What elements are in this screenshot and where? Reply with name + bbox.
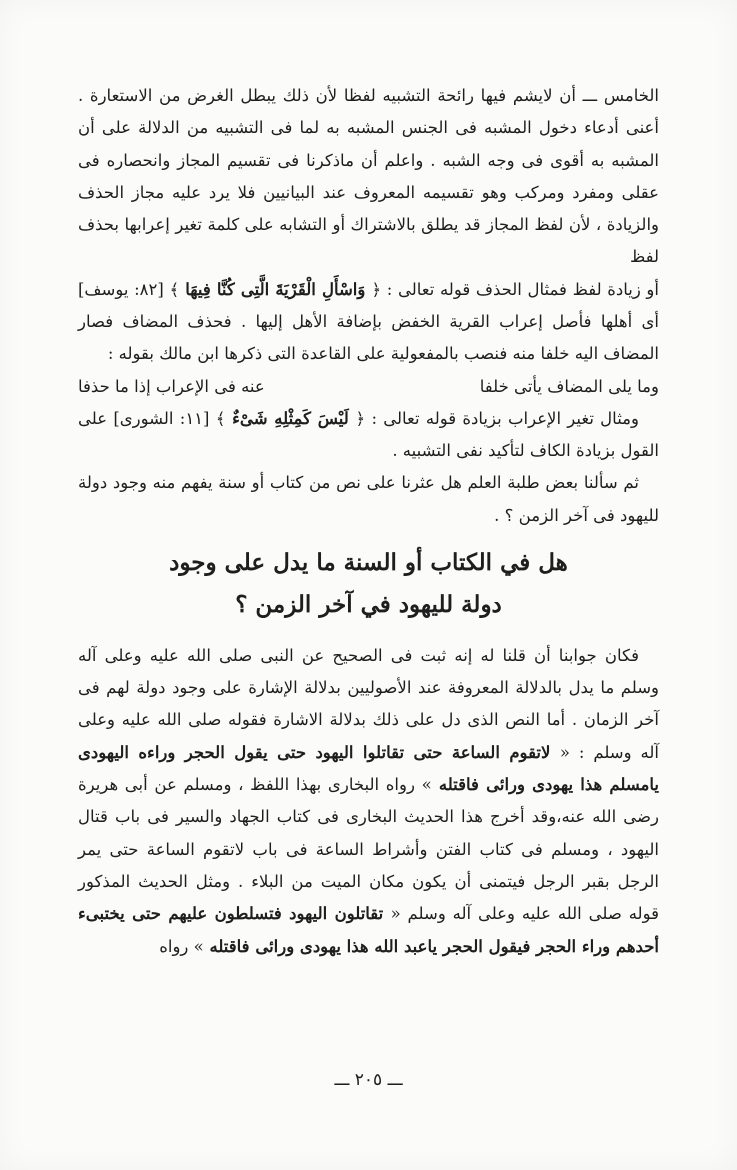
paragraph-metaphor: الخامس ـــ أن لايشم فيها رائحة التشبيه لفظا لأن ذلك يبطل الغرض من الاستعارة . أعنى أدعاء دخول المشبه فى الجنس المشبه به لما فى التشبيه من الدلالة على أن المشبه به أقوى فى وجه الشبه . واعلم أن ماذكرنا فى تقسيم المجاز وانحصاره فى عقلى ومفرد ومركب وهو تقسيمه المعروف عند البيانيين فلا يرد عليه مجاز الحذف والزيادة ، لأن لفظ المجاز قد يطلق بالاشتراك أو التشابه على كلمة تغير إعرابها بحذف لفظ	[78, 86, 659, 267]
poem-hemistich-right: وما يلى المضاف يأتى خلفا	[479, 376, 659, 396]
poem-line	[78, 371, 659, 403]
text-segment: » رواه البخارى بهذا اللفظ ، ومسلم عن أبى هريرة رضى الله عنه،وقد أخرج هذا الحديث البخارى فى كتاب الجهاد والسير فى باب قتال اليهود ، ومسلم فى كتاب الفتن وأشراط الساعة فى باب لاتقوم الساعة حتى يمر الرجل بقبر الرجل فيتمنى أن يكون مكان الميت من البلاء . ومثل الحديث المذكور قوله صلى الله عليه وعلى آله وسلم «	[78, 775, 659, 924]
text-segment: ومثال تغير الإعراب بزيادة قوله تعالى : ﴿	[355, 408, 639, 428]
paragraph-answer	[78, 640, 659, 963]
text-segment: ﴾ [٨٢: يوسف] أى أهلها فأصل إعراب القرية الخفض بإضافة الأهل إليها . فحذف المضاف فصار المضاف اليه خلفا منه فنصب بالمفعولية على القاعدة التى ذكرها ابن مالك بقوله :	[78, 279, 659, 364]
page-number: ـــ ٢٠٥ ـــ	[334, 1070, 403, 1090]
poem-hemistich-left: عنه فى الإعراب إذا ما حذفا	[78, 376, 265, 396]
page-content	[78, 80, 659, 963]
paragraph-question: ثم سألنا بعض طلبة العلم هل عثرنا على نص من كتاب أو سنة يفهم منه وجود دولة لليهود فى آخر الزمن ؟ .	[78, 473, 659, 525]
heading-line-2: دولة لليهود في آخر الزمن ؟	[235, 590, 502, 618]
paragraph-addition-example	[78, 403, 659, 468]
quran-verse: لَيْسَ كَمِثْلِهِ شَىْءٌ	[225, 408, 356, 428]
quran-verse: وَاسْأَلِ الْقَرْيَةَ الَّتِى كُنَّا فِيهَا	[179, 279, 372, 299]
section-heading	[78, 542, 659, 626]
hadith-quote: لاتقوم الساعة حتى تقاتلوا اليهود حتى يقول الحجر وراءه اليهودى يامسلم هذا يهودى ورائى فاقتله	[78, 742, 660, 795]
text-segment: » رواه	[159, 936, 204, 956]
text-segment: ﴾ [١١: الشورى] على القول بزيادة الكاف لتأكيد نفى التشبيه .	[78, 408, 659, 460]
text-segment: أو زيادة لفظ فمثال الحذف قوله تعالى : ﴿	[371, 279, 659, 299]
hadith-quote: تقاتلون اليهود فتسلطون عليهم حتى يختبىء أحدهم وراء الحجر فيقول الحجر ياعبد الله هذا يهودى ورائى فاقتله	[78, 904, 659, 956]
text-segment: فكان جوابنا أن قلنا له إنه ثبت فى الصحيح عن النبى صلى الله عليه وعلى آله وسلم ما يدل بالدلالة المعروفة عند الأصوليين بدلالة الإشارة على وجود دولة لهم فى آخر الزمان . أما النص الذى دل على ذلك بدلالة الاشارة فقوله صلى الله عليه وعلى آله وسلم : «	[78, 645, 659, 762]
paragraph-deletion-example	[78, 274, 659, 371]
heading-line-1: هل في الكتاب أو السنة ما يدل على وجود	[169, 548, 568, 576]
